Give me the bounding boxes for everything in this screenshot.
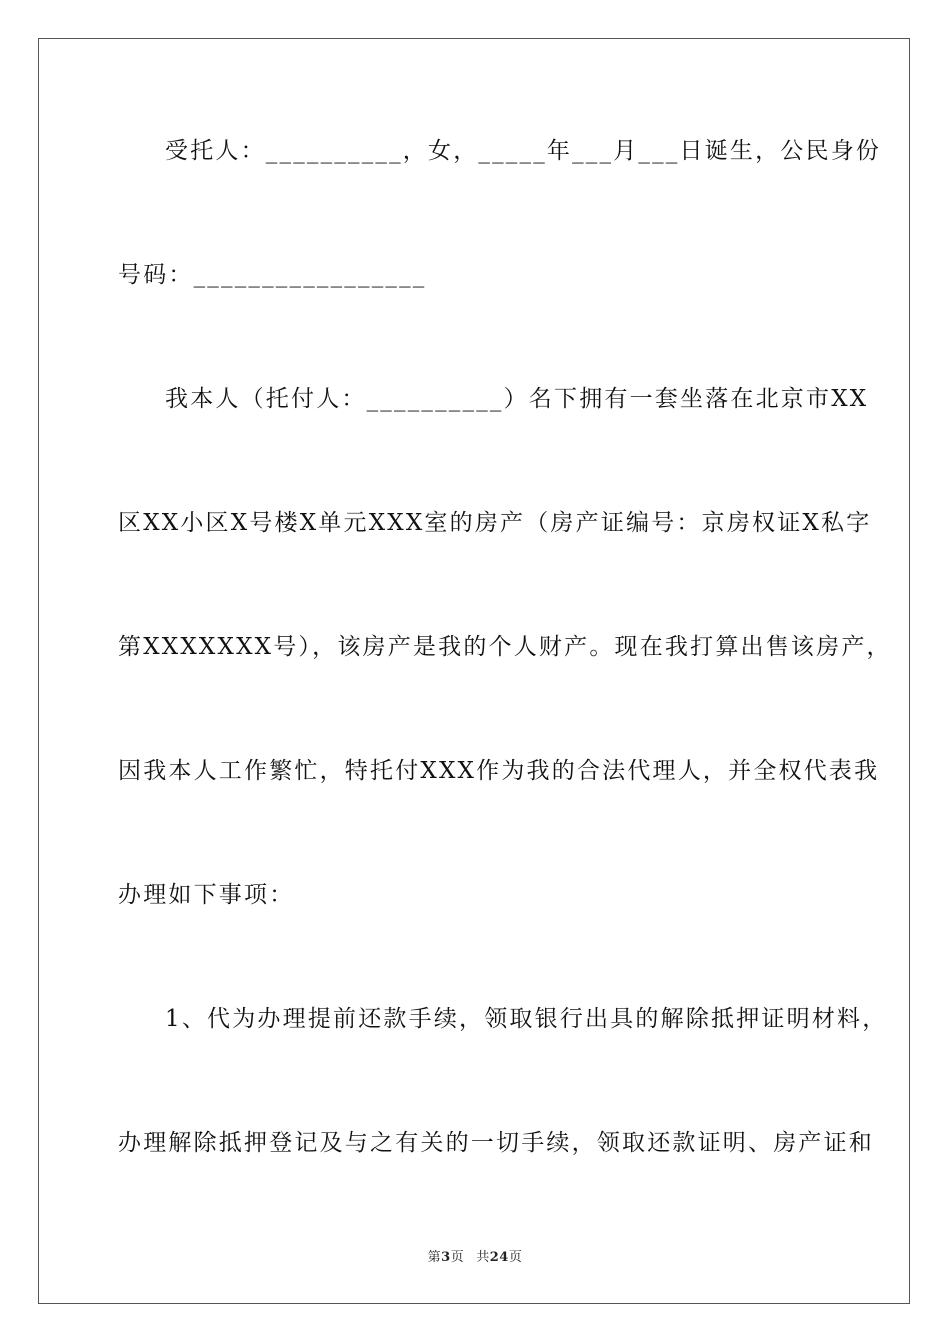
paragraph-line-6: 因我本人工作繁忙，特托付XXX作为我的合法代理人，并全权代表我 (118, 758, 880, 784)
paragraph-line-2: 号码：_________________ (118, 262, 427, 288)
paragraph-line-3: 我本人（托付人：__________）名下拥有一套坐落在北京市XX (165, 386, 869, 412)
paragraph-line-9: 办理解除抵押登记及与之有关的一切手续，领取还款证明、房产证和 (118, 1130, 874, 1156)
total-pages: 24 (489, 1250, 509, 1265)
page-number: 3 (441, 1250, 451, 1265)
page-suffix: 页 (450, 1250, 465, 1265)
paragraph-line-1: 受托人：__________，女，_____年___月___日诞生，公民身份 (165, 138, 882, 164)
total-prefix: 共 (476, 1250, 490, 1265)
paragraph-line-8: 1、代为办理提前还款手续，领取银行出具的解除抵押证明材料， (165, 1006, 888, 1032)
paragraph-line-7: 办理如下事项： (118, 882, 295, 908)
paragraph-line-5: 第XXXXXXX号），该房产是我的个人财产。现在我打算出售该房产， (118, 634, 892, 660)
paragraph-line-4: 区XX小区X号楼X单元XXX室的房产（房产证编号：京房权证X私字 (118, 510, 872, 536)
page-footer (0, 1246, 950, 1265)
page-border (38, 38, 910, 1304)
total-suffix: 页 (508, 1250, 523, 1265)
page-prefix: 第 (427, 1250, 442, 1265)
